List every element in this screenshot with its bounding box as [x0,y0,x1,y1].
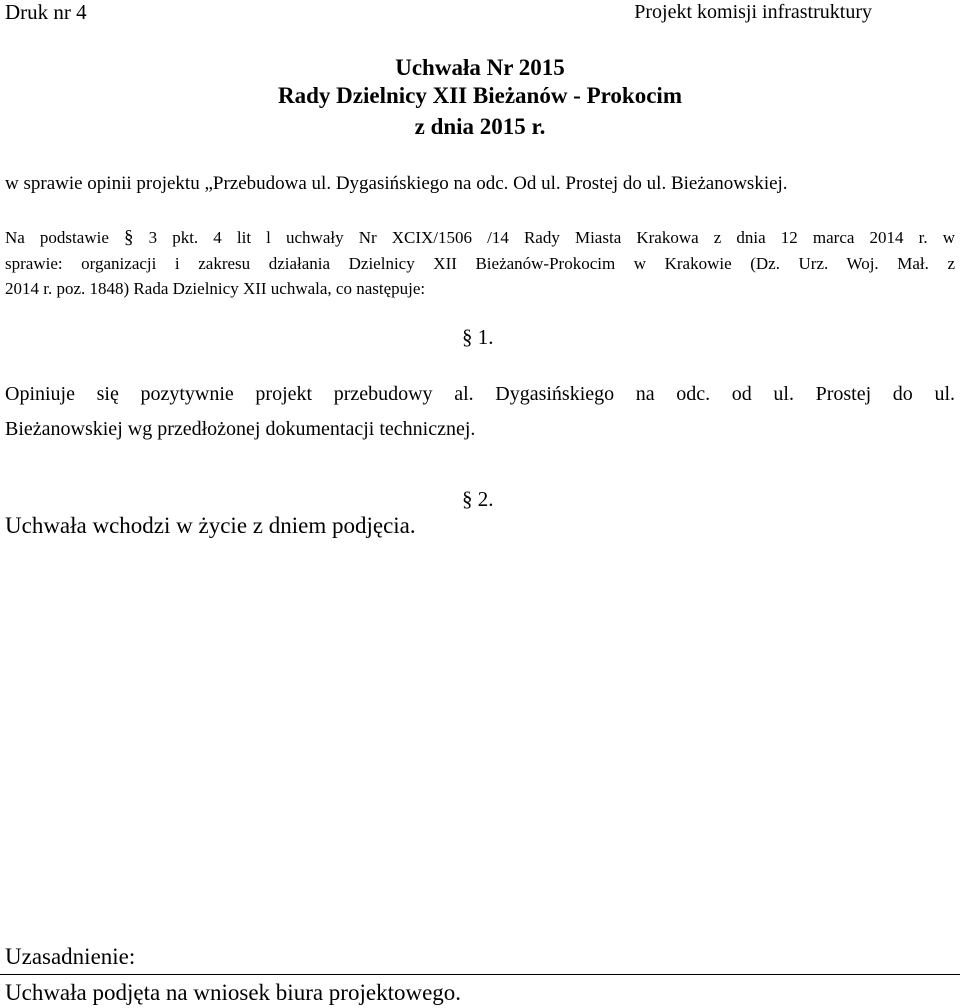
paragraph-1-heading [462,325,494,350]
resolution-date: z dnia 2015 r. [414,114,546,139]
resolution-subject: w sprawie opinii projektu „Przebudowa ul. Dygasińskiego na odc. Od ul. Prostej do ul. Bieżanowskiej. [5,173,788,194]
section-sign: § [462,325,473,349]
legal-basis-intro: Na podstawie [5,228,109,247]
legal-basis-reference: 3 pkt. 4 lit l uchwały Nr XCIX/1506 /14 Rady Miasta Krakowa z dnia 12 marca 2014 r. w [148,228,955,247]
legal-basis [5,225,955,302]
footer-divider [0,974,960,975]
paragraph-2-heading [462,487,494,512]
justification-text: Uchwała podjęta na wniosek biura projektowego. [5,980,462,1005]
paragraph-1-line-1: Opiniuje się pozytywnie projekt przebudowy al. Dygasińskiego na odc. od ul. Prostej do ul. [5,383,955,405]
paragraph-2-body: Uchwała wchodzi w życie z dniem podjęcia. [5,513,416,538]
print-number: Druk nr 4 [5,0,87,24]
section-sign: § [123,227,134,248]
justification-heading: Uzasadnienie: [5,944,136,969]
legal-basis-line-1 [5,225,955,251]
resolution-number: Uchwała Nr 2015 [395,55,565,80]
section-sign: § [462,487,473,511]
paragraph-1-number: 1. [477,325,494,349]
paragraph-2-number: 2. [477,487,494,511]
legal-basis-line-3: 2014 r. poz. 1848) Rada Dzielnicy XII uchwala, co następuje: [5,279,426,298]
paragraph-1-line-2: Bieżanowskiej wg przedłożonej dokumentacji technicznej. [5,418,476,440]
legal-basis-line-2: sprawie: organizacji i zakresu działania Dzielnicy XII Bieżanów-Prokocim w Krakowie (Dz. Urz. Woj. Mał. z [5,253,955,273]
paragraph-1-body [5,377,955,447]
council-name: Rady Dzielnicy XII Bieżanów - Prokocim [278,83,682,108]
project-source: Projekt komisji infrastruktury [634,1,872,23]
